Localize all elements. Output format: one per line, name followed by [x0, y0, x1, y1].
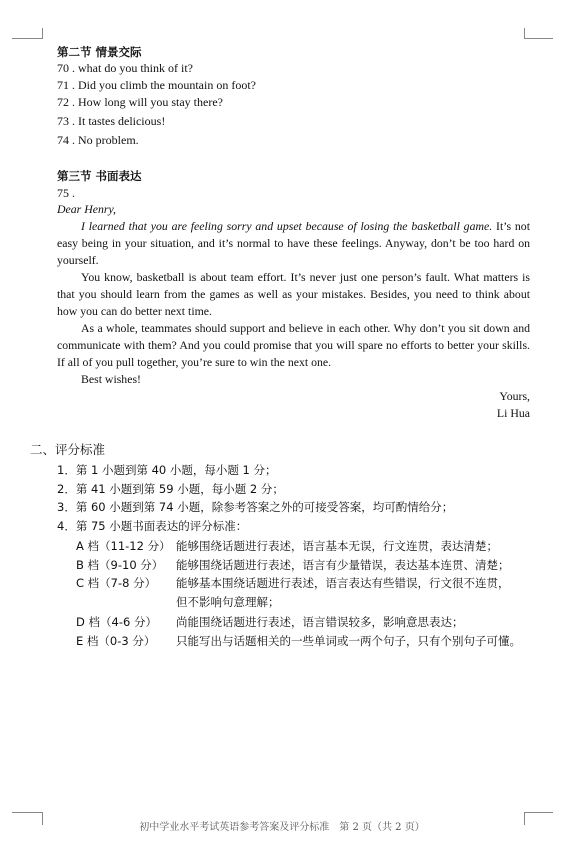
grade-row-a: [76, 538, 498, 554]
letter-paragraph-1: [57, 218, 530, 269]
grade-label: B 档（9-10 分）: [76, 558, 164, 572]
letter-body: [57, 201, 530, 422]
answer-number: 71 .: [57, 78, 75, 92]
letter-paragraph-2: You know, basketball is about team effort. It’s never just one person’s fault. What matters is that you should learn from the games as well as your mistakes. Besides, you need to think about how you can do better next time.: [57, 270, 530, 318]
grade-row-d: [76, 614, 464, 630]
grade-label: D 档（4-6 分）: [76, 615, 157, 629]
grade-row-e: [76, 633, 521, 649]
crop-mark-top-left: [12, 28, 43, 39]
grade-desc: 能够围绕话题进行表述，语言有少量错误，表达基本连贯、清楚；: [176, 558, 510, 572]
answer-number: 74 .: [57, 133, 75, 147]
grade-label: E 档（0-3 分）: [76, 634, 156, 648]
answer-text: Did you climb the mountain on foot?: [78, 78, 256, 92]
letter-salutation: Dear Henry,: [57, 202, 116, 216]
criteria-item-1: 1．第 1 小题到第 40 小题，每小题 1 分；: [57, 463, 277, 477]
answer-item-70: [57, 61, 193, 76]
letter-paragraph-1-rest: It’s not easy being in your situation, and it’s normal to have these feelings. Anyway, don’t be too hard on yourself.: [57, 219, 530, 267]
answer-item-71: [57, 78, 256, 93]
answer-text: It tastes delicious!: [78, 114, 166, 128]
criteria-title: 二、评分标准: [30, 442, 106, 457]
letter-paragraph-1-italic: I learned that you are feeling sorry and upset because of losing the basketball game.: [81, 219, 493, 233]
criteria-item-3: 3．第 60 小题到第 74 小题，除参考答案之外的可接受答案，均可酌情给分；: [57, 500, 454, 514]
grade-row-b: [76, 557, 510, 573]
criteria-item-2: 2．第 41 小题到第 59 小题，每小题 2 分；: [57, 482, 284, 496]
grade-row-c-continued: [176, 594, 280, 610]
answer-item-73: [57, 114, 165, 129]
answer-number: 72 .: [57, 95, 75, 109]
grade-label: C 档（7-8 分）: [76, 576, 157, 590]
answer-item-74: [57, 133, 139, 148]
letter-closing: Best wishes!: [81, 372, 141, 386]
grade-desc-continued: 但不影响句意理解；: [176, 595, 280, 609]
grade-desc: 能够基本围绕话题进行表述，语言表达有些错误，行文很不连贯，: [176, 576, 510, 590]
letter-paragraph-3: As a whole, teammates should support and believe in each other. Why don’t you sit down and communicate with them? And you could promise that you will spare no efforts to better your skills. If all of you pull together, you’re sure to win the next one.: [57, 321, 530, 369]
criteria-item-4: 4．第 75 小题书面表达的评分标准：: [57, 519, 248, 533]
answer-number: 73 .: [57, 114, 75, 128]
answer-number: 70 .: [57, 61, 75, 75]
page-footer: 初中学业水平考试英语参考答案及评分标准 第 2 页（共 2 页）: [139, 822, 425, 833]
answer-number-75: 75 .: [57, 186, 75, 200]
grade-desc: 尚能围绕话题进行表述，语言错误较多，影响意思表达；: [176, 615, 464, 629]
crop-mark-top-right: [524, 28, 553, 39]
section3-title: 第三节 书面表达: [57, 169, 142, 183]
letter-sign-yours: Yours,: [499, 389, 530, 403]
grade-desc: 能够围绕话题进行表述，语言基本无误，行文连贯，表达清楚；: [176, 539, 498, 553]
answer-text: No problem.: [78, 133, 139, 147]
answer-text: what do you think of it?: [78, 61, 193, 75]
section2-title: 第二节 情景交际: [57, 45, 142, 59]
answer-text: How long will you stay there?: [78, 95, 223, 109]
grade-desc: 只能写出与话题相关的一些单词或一两个句子，只有个别句子可懂。: [176, 634, 521, 648]
grade-label: A 档（11-12 分）: [76, 539, 171, 553]
grade-row-c: [76, 575, 510, 591]
letter-sign-name: Li Hua: [496, 406, 530, 420]
answer-item-72: [57, 95, 223, 110]
